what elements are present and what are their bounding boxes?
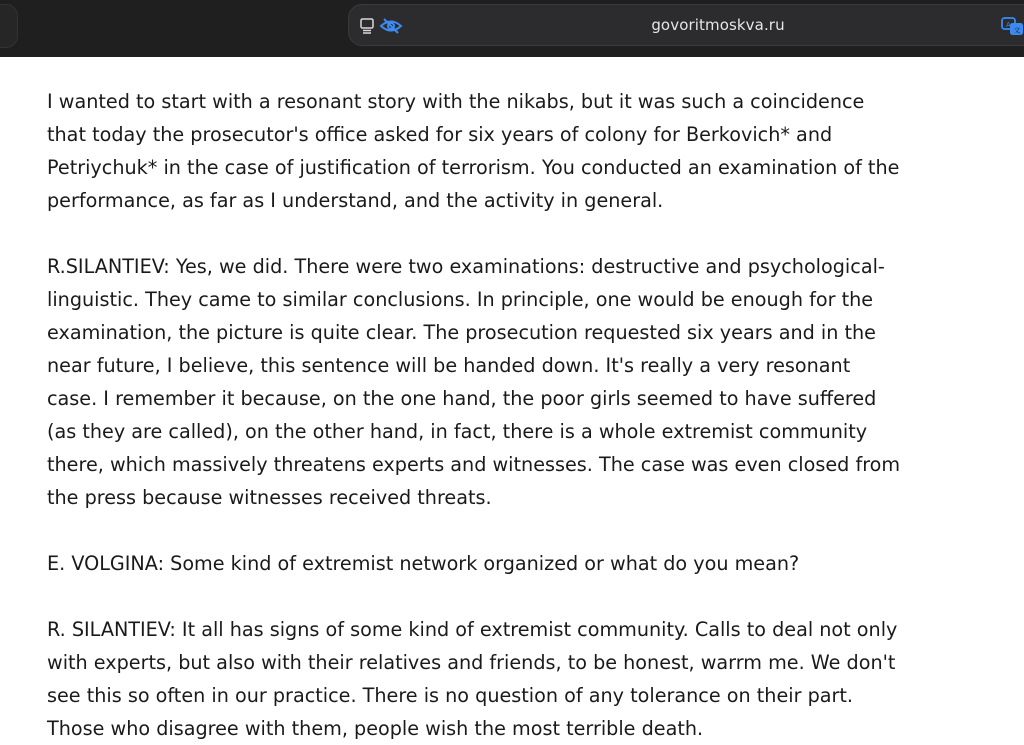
eye-slash-icon[interactable]: [379, 17, 403, 35]
browser-toolbar: [0, 0, 1024, 57]
paragraph-volgina: E. VOLGINA: Some kind of extremist network organized or what do you mean?: [47, 552, 800, 575]
paragraph-silantiev-1: R.SILANTIEV: Yes, we did. There were two examinations: destructive and psychological- linguistic. They came to similar conclusions. In principle, one would be enough for the examination, the picture is quite clear. The prosecution requested six years and in the near future, I believe, this sentence will be handed down. It's really a very resonant case. I remember it because, on the one hand, the poor girls seemed to have suffered (as they are called), on the other hand, in fact, there is a whole extremist community there, which massively threatens experts and witnesses. The case was even closed from the press because witnesses received threats.: [47, 255, 901, 509]
sidebar-tab-edge[interactable]: [0, 4, 18, 48]
article-body: [47, 85, 917, 745]
svg-text:文: 文: [1013, 26, 1021, 35]
paragraph-silantiev-2: R. SILANTIEV: It all has signs of some kind of extremist community. Calls to deal not only with experts, but also with their relatives and friends, to be honest, warrm me. We don't see this so often in our practice. There is no question of any tolerance on their part. Those who disagree with them, people wish the most terrible death.: [47, 618, 898, 740]
url-text[interactable]: govoritmoskva.ru: [651, 16, 785, 34]
svg-text:A: A: [1006, 21, 1011, 29]
translate-icon[interactable]: [1001, 15, 1024, 37]
paragraph-intro: I wanted to start with a resonant story with the nikabs, but it was such a coincidence that today the prosecutor's office asked for six years of colony for Berkovich* and Petriychuk* in the case of justification of terrorism. You conducted an examination of the performance, as far as I understand, and the activity in general.: [47, 90, 900, 212]
reader-mode-icon[interactable]: [360, 18, 374, 34]
